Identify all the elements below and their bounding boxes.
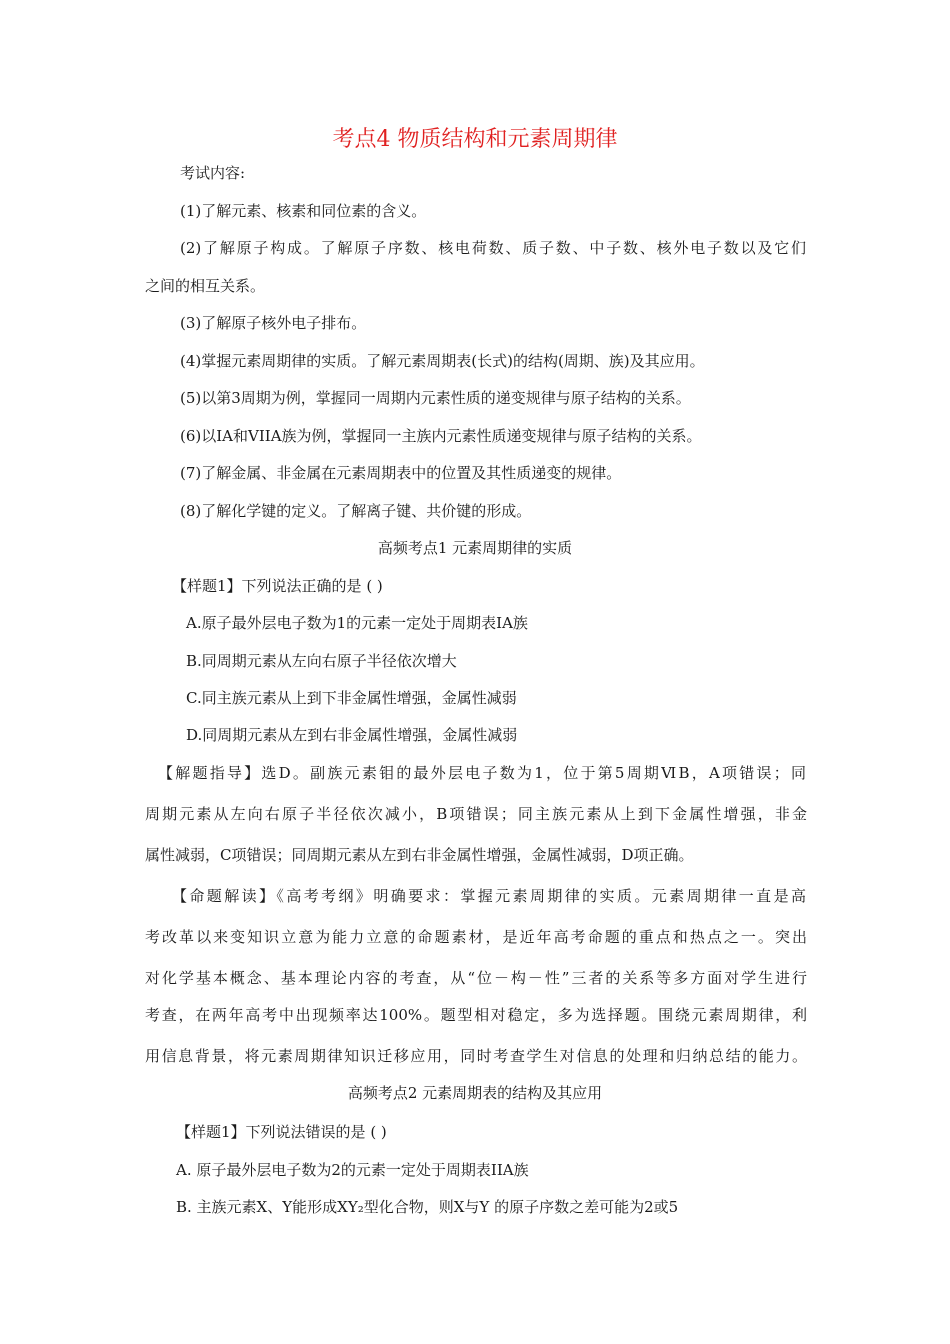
question-stem: 【样题1】下列说法错误的是 ( ): [176, 1123, 387, 1141]
option-c: C.同主族元素从上到下非金属性增强，金属性减弱: [186, 689, 517, 707]
exam-item: 之间的相互关系。: [145, 277, 266, 295]
solution-guide-line: 【解题指导】选D。副族元素钼的最外层电子数为1，位于第5周期ⅥB，A项错误；同: [158, 764, 806, 782]
analysis-line: 考改革以来变知识立意为能力立意的命题素材，是近年高考命题的重点和热点之一。突出: [145, 928, 807, 946]
option-a: A.原子最外层电子数为1的元素一定处于周期表ⅠA族: [186, 614, 528, 632]
exam-item: (1)了解元素、核素和同位素的含义。: [180, 202, 427, 220]
exam-item: (4)掌握元素周期律的实质。了解元素周期表(长式)的结构(周期、族)及其应用。: [180, 352, 705, 370]
section-heading: 高频考点2 元素周期表的结构及其应用: [347, 1084, 603, 1102]
exam-item: (3)了解原子核外电子排布。: [180, 314, 367, 332]
solution-guide-line: 周期元素从左向右原子半径依次减小，B项错误；同主族元素从上到下金属性增强，非金: [145, 805, 807, 823]
option-b: B.同周期元素从左向右原子半径依次增大: [186, 652, 457, 670]
section-heading: 高频考点1 元素周期律的实质: [377, 539, 573, 557]
exam-item: (5)以第3周期为例，掌握同一周期内元素性质的递变规律与原子结构的关系。: [180, 389, 691, 407]
document-title: 考点4 物质结构和元素周期律: [332, 127, 618, 152]
exam-item: (6)以IA和VIIA族为例，掌握同一主族内元素性质递变规律与原子结构的关系。: [180, 427, 702, 445]
analysis-line: 对化学基本概念、基本理论内容的考查，从“位－构－性”三者的关系等多方面对学生进行: [145, 969, 807, 987]
solution-guide-line: 属性减弱，C项错误；同周期元素从左到右非金属性增强，金属性减弱，D项正确。: [145, 846, 694, 864]
exam-item: (8)了解化学键的定义。了解离子键、共价键的形成。: [180, 502, 532, 520]
exam-item: (7)了解金属、非金属在元素周期表中的位置及其性质递变的规律。: [180, 464, 622, 482]
analysis-line: 考查，在两年高考中出现频率达100%。题型相对稳定，多为选择题。围绕元素周期律，利: [145, 1006, 807, 1024]
question-stem: 【样题1】下列说法正确的是 ( ): [172, 577, 383, 595]
analysis-line: 用信息背景，将元素周期律知识迁移应用，同时考查学生对信息的处理和归纳总结的能力。: [145, 1047, 807, 1065]
analysis-line: 【命题解读】《高考考纲》明确要求：掌握元素周期律的实质。元素周期律一直是高: [172, 887, 806, 905]
option-a: A. 原子最外层电子数为2的元素一定处于周期表IIA族: [176, 1161, 529, 1179]
option-b: B. 主族元素X、Y能形成XY₂型化合物，则X与Y 的原子序数之差可能为2或5: [176, 1198, 679, 1216]
exam-content-heading: 考试内容:: [180, 164, 246, 182]
option-d: D.同周期元素从左到右非金属性增强，金属性减弱: [186, 726, 518, 744]
exam-item: (2)了解原子构成。了解原子序数、核电荷数、质子数、中子数、核外电子数以及它们: [180, 239, 806, 257]
